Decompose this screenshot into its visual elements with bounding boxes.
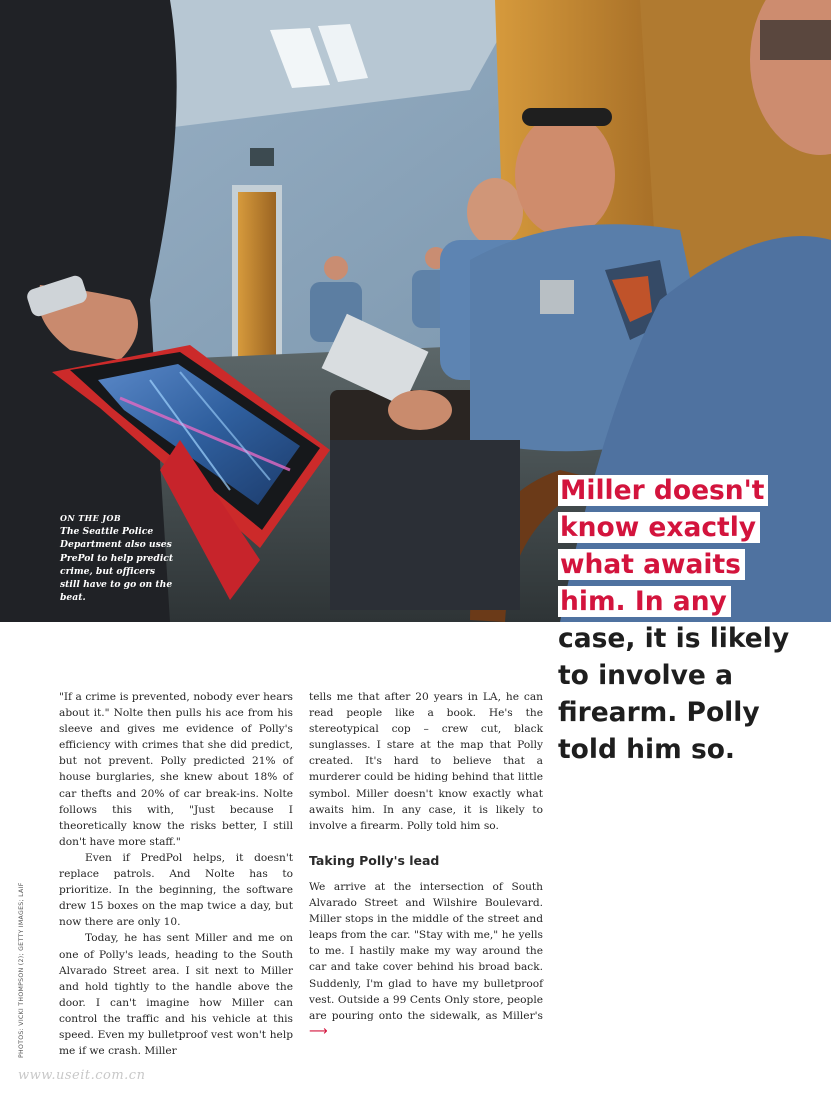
pull-quote: [558, 472, 826, 768]
paragraph: "If a crime is prevented, nobody ever hears about it." Nolte then pulls his ace from his sleeve and gives me evidence of Polly's efficiency with crimes that she did predict, but not prevent. Polly predicted 21% of house burglaries, she knew about 18% of car thefts and 20% of car break-ins. Nolte follows this with, "Just because I theoretically know the risks better, I still don't have more staff.": [59, 691, 293, 848]
paragraph: Today, he has sent Miller and me on one of Polly's leads, heading to the South Alvarado Street area. I sit next to Miller and hold tightly to the handle above the door. I can't imagine how Miller can control the traffic and his vehicle at this speed. Even my bulletproof vest won't help me if we crash. Miller: [59, 932, 293, 1058]
pull-quote-line-2: know exactly: [558, 512, 760, 543]
paragraph-text: We arrive at the intersection of South Alvarado Street and Wilshire Boulevard. Miller stops in the middle of the street and leaps from the car. "Stay with me," he yells to me. I hastily make my way around the car and take cover behind his broad back. Suddenly, I'm glad to have my bulletproof vest. Outside a 99 Cents Only store, people are pouring onto the sidewalk, as Miller's: [309, 880, 543, 1022]
paragraph: tells me that after 20 years in LA, he can read people like a book. He's the stereotypical cop – crew cut, black sunglasses. I stare at the map that Polly created. It's hard to believe that a murderer could be hiding behind that little symbol. Miller doesn't know exactly what awaits him. In any case, it is likely to involve a firearm. Polly told him so.: [309, 691, 543, 832]
watermark: www.useit.com.cn: [18, 1068, 146, 1083]
pull-quote-line-8: told him so.: [558, 734, 735, 765]
continue-arrow-icon: ⟶: [309, 1023, 328, 1039]
section-subhead: Taking Polly's lead: [309, 852, 440, 868]
pull-quote-line-4: him. In any: [558, 586, 731, 617]
paragraph: [309, 879, 543, 1040]
body-column-2: [309, 689, 543, 1040]
photo-caption: [60, 512, 178, 604]
body-column-1: [59, 689, 293, 1059]
photo-credit: PHOTOS: VICKI THOMPSON (2); GETTY IMAGES; LAIF: [18, 882, 25, 1058]
pull-quote-line-1: Miller doesn't: [558, 475, 768, 506]
pull-quote-highlight: [558, 472, 826, 620]
pull-quote-line-6: to involve a: [558, 660, 733, 691]
caption-kicker: ON THE JOB: [60, 513, 121, 523]
caption-text: The Seattle Police Department also uses PrePol to help predict crime, but officers still have to go on the beat.: [60, 526, 174, 604]
paragraph: Even if PredPol helps, it doesn't replace patrols. And Nolte has to prioritize. In the beginning, the software drew 15 boxes on the map twice a day, but now there are only 10.: [59, 851, 293, 929]
pull-quote-line-7: firearm. Polly: [558, 697, 760, 728]
pull-quote-line-5: case, it is likely: [558, 623, 790, 654]
pull-quote-line-3: what awaits: [558, 549, 745, 580]
